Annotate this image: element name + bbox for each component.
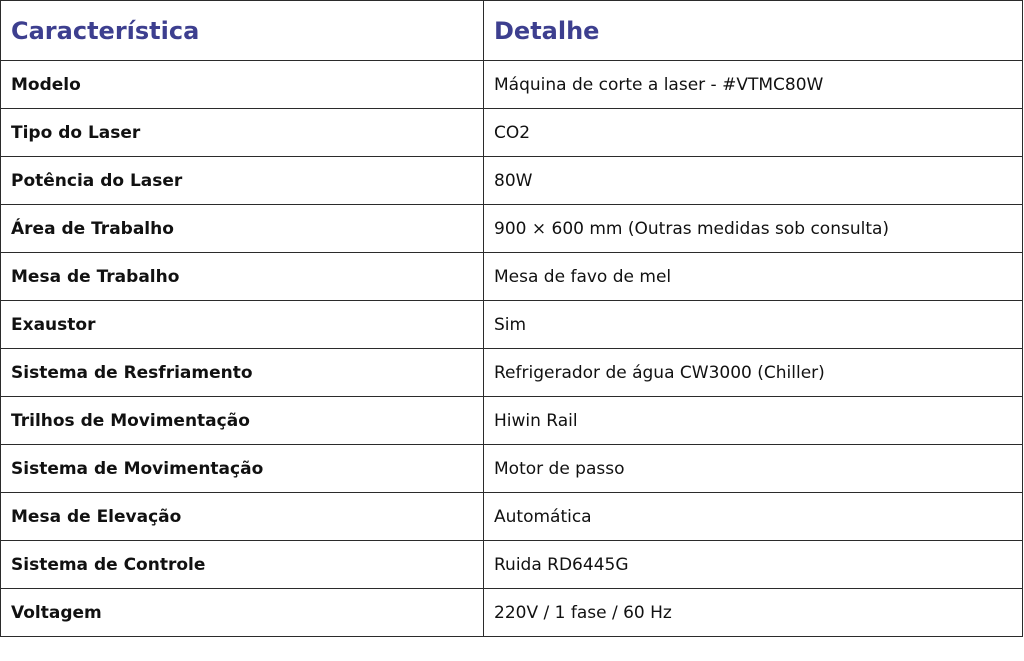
header-detail: Detalhe: [484, 1, 1023, 61]
detail-cell: Hiwin Rail: [484, 397, 1023, 445]
feature-cell: Sistema de Controle: [1, 541, 484, 589]
table-row: [1, 253, 1023, 301]
table-row: [1, 493, 1023, 541]
table-row: [1, 397, 1023, 445]
header-feature: Característica: [1, 1, 484, 61]
spec-table-head: [1, 1, 1023, 61]
detail-cell: CO2: [484, 109, 1023, 157]
feature-cell: Voltagem: [1, 589, 484, 637]
table-row: [1, 589, 1023, 637]
feature-cell: Mesa de Trabalho: [1, 253, 484, 301]
feature-cell: Modelo: [1, 61, 484, 109]
feature-cell: Sistema de Movimentação: [1, 445, 484, 493]
table-row: [1, 61, 1023, 109]
detail-cell: 80W: [484, 157, 1023, 205]
feature-cell: Área de Trabalho: [1, 205, 484, 253]
detail-cell: Ruida RD6445G: [484, 541, 1023, 589]
table-row: [1, 541, 1023, 589]
table-row: [1, 445, 1023, 493]
table-row: [1, 157, 1023, 205]
detail-cell: Mesa de favo de mel: [484, 253, 1023, 301]
detail-cell: Refrigerador de água CW3000 (Chiller): [484, 349, 1023, 397]
feature-cell: Exaustor: [1, 301, 484, 349]
detail-cell: 900 × 600 mm (Outras medidas sob consulta): [484, 205, 1023, 253]
detail-cell: 220V / 1 fase / 60 Hz: [484, 589, 1023, 637]
detail-cell: Sim: [484, 301, 1023, 349]
feature-cell: Tipo do Laser: [1, 109, 484, 157]
detail-cell: Máquina de corte a laser - #VTMC80W: [484, 61, 1023, 109]
table-row: [1, 301, 1023, 349]
feature-cell: Sistema de Resfriamento: [1, 349, 484, 397]
spec-table-body: [1, 61, 1023, 637]
table-row: [1, 205, 1023, 253]
header-row: [1, 1, 1023, 61]
table-row: [1, 349, 1023, 397]
detail-cell: Automática: [484, 493, 1023, 541]
detail-cell: Motor de passo: [484, 445, 1023, 493]
feature-cell: Mesa de Elevação: [1, 493, 484, 541]
feature-cell: Trilhos de Movimentação: [1, 397, 484, 445]
table-row: [1, 109, 1023, 157]
feature-cell: Potência do Laser: [1, 157, 484, 205]
